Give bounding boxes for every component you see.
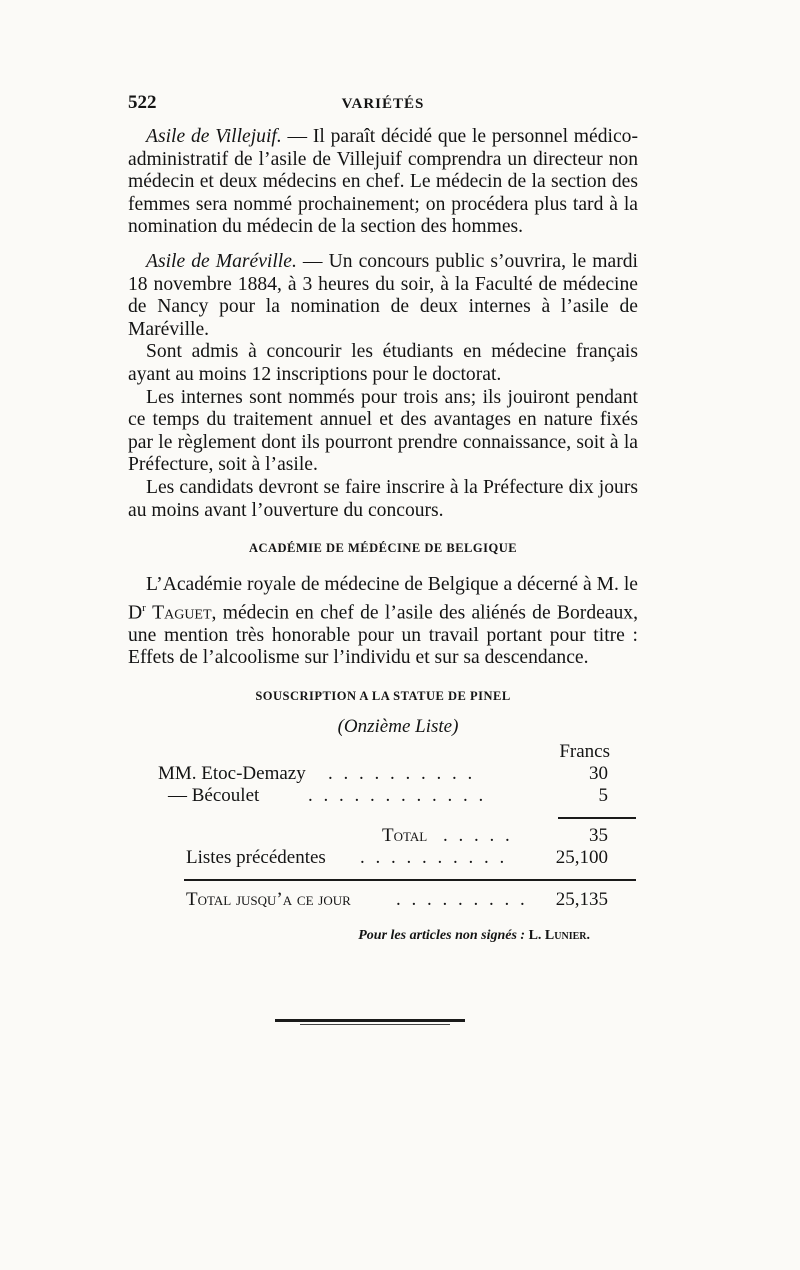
- subscription-row-2: [128, 785, 638, 807]
- row-value: 5: [598, 785, 608, 807]
- academie-paragraph: [128, 574, 638, 670]
- subscription-row-1: [128, 763, 638, 785]
- grand-total-label: Total jusqu’a ce jour: [186, 889, 351, 911]
- running-head: VARIÉTÉS: [341, 96, 425, 112]
- signature-prefix: Pour les articles non signés :: [358, 928, 526, 944]
- grand-total-row: [128, 889, 638, 911]
- villejuif-text: — Il paraît décidé que le personnel médico-administratif de l’asile de Villejuif comprendra un directeur non médecin et deux médecins en chef. Le médecin de la section des femmes sera nommé prochainement; on procédera plus tard à la nomination du médecin de la section des hommes.: [128, 126, 638, 238]
- row-value: 30: [589, 763, 608, 785]
- previous-lists-row: [128, 847, 638, 869]
- mareville-paragraph-4: Les candidats devront se faire inscrire à la Préfecture dix jours au moins avant l’ouverture du concours.: [128, 476, 638, 521]
- signature-name: L. Lunier.: [528, 928, 590, 944]
- mareville-title: Asile de Maréville.: [146, 250, 297, 272]
- row-label: — Bécoulet: [168, 785, 260, 807]
- total-leader-dots: . . . . .: [443, 825, 513, 847]
- list-title: (Onzième Liste): [337, 716, 459, 737]
- total-value: 35: [589, 825, 608, 847]
- total-label: Total: [382, 825, 428, 847]
- grand-total-leader-dots: . . . . . . . . .: [396, 889, 528, 911]
- grand-total-value: 25,135: [555, 889, 608, 911]
- currency-header: Francs: [559, 740, 610, 762]
- previous-leader-dots: . . . . . . . . . .: [360, 847, 508, 869]
- page-header: [128, 92, 638, 124]
- villejuif-paragraph: [128, 126, 638, 239]
- subtotal-rule: [558, 817, 636, 819]
- end-rule: [275, 1019, 465, 1022]
- mareville-paragraph-3: Les internes sont nommés pour trois ans; ils jouiront pendant ce temps du traitement annuel et des avantages en nature fixés par le règlement dont ils pourront prendre connaissance, soit à la Préfecture, soit à l’asile.: [128, 386, 638, 476]
- mareville-paragraph-1: [128, 251, 638, 341]
- grand-total-rule: [184, 879, 636, 881]
- article-body: [128, 126, 638, 948]
- souscription-heading: SOUSCRIPTION A LA STATUE DE PINEL: [255, 689, 511, 703]
- academie-name: Taguet: [152, 602, 212, 624]
- signature-line: [128, 925, 638, 948]
- row-leader-dots: . . . . . . . . . .: [328, 763, 476, 785]
- previous-value: 25,100: [555, 847, 608, 869]
- page-number: 522: [128, 92, 157, 113]
- row-leader-dots: . . . . . . . . . . . .: [308, 785, 487, 807]
- mareville-paragraph-2: Sont admis à concourir les étudiants en médecine français ayant au moins 12 inscriptions pour le doctorat.: [128, 341, 638, 385]
- mareville-text-1: — Un concours public s’ouvrira, le mardi 18 novembre 1884, à 3 heures du soir, à la Faculté de médecine de Nancy pour la nomination de deux internes à l’asile de Maréville.: [128, 250, 638, 340]
- end-rule-thin: [300, 1024, 450, 1025]
- academie-heading: ACADÉMIE DE MÉDÉCINE DE BELGIQUE: [248, 541, 518, 556]
- row-label: MM. Etoc-Demazy: [158, 763, 306, 785]
- academie-text-b: , médecin en chef de l’asile des aliénés de Bordeaux, une mention très honorable pour un travail portant pour titre : Effets de l’alcoolisme sur l’individu et sur sa descendance.: [128, 602, 639, 669]
- academie-dr-sup: r: [142, 601, 146, 614]
- previous-label: Listes précédentes: [186, 847, 326, 869]
- total-row: [128, 825, 638, 847]
- academie-text-a: L’Académie royale de médecine de Belgique a décerné à M. le D: [128, 574, 638, 624]
- villejuif-title: Asile de Villejuif.: [146, 126, 282, 147]
